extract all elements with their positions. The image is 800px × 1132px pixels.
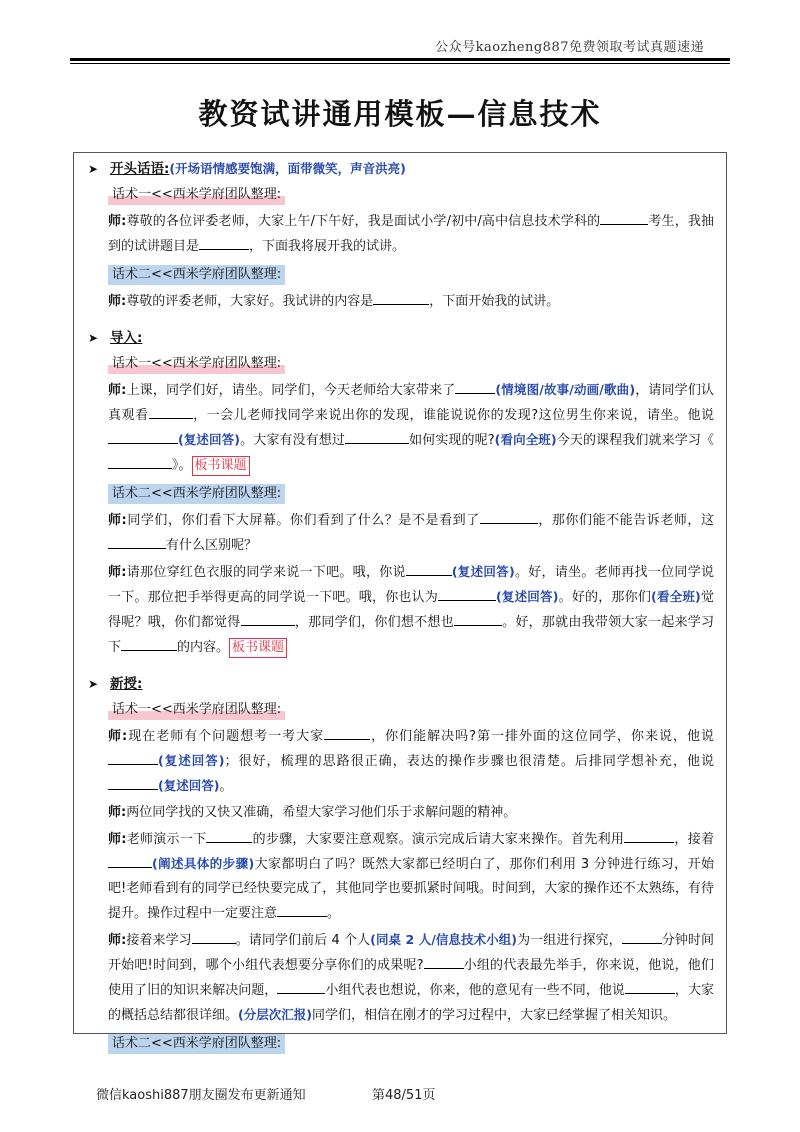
section-new-label: 新授: — [110, 676, 143, 692]
fill-blank — [438, 585, 496, 601]
fill-blank — [108, 453, 172, 469]
script-label: 话术二<<西米学府团队整理: — [108, 1034, 285, 1054]
section-intro — [88, 328, 714, 348]
teacher-paragraph: 师:老师演示一下 的步骤，大家要注意观察。演示完成后请大家来操作。首先利用 ，接着(阐述具体的步骤)大家都明白了吗？既然大家都已经明白了，那你们利用 3 分钟进行练习，开始吧!老师看到有的同学已经快要完成了，其他同学也要抓紧时间哦。时间到，大家的操作还不太熟练，有待提升。操作过程中一定要注意 。 — [108, 827, 714, 926]
fill-blank — [277, 978, 325, 994]
fill-blank — [324, 724, 370, 740]
header-rule-thin — [70, 63, 730, 64]
fill-blank — [149, 403, 193, 419]
page-number: 第48/51页 — [372, 1088, 436, 1103]
section-new — [88, 674, 714, 694]
teacher-paragraph: 师:上课，同学们好，请坐。同学们，今天老师给大家带来了 (情境图/故事/动画/歌曲)，请同学们认真观看 ，一会儿老师找同学来说出你的发现，谁能说说你的发现?这位男生你来说，请坐。他说(复述回答)。大家有没有想过 如何实现的呢?(看向全班)今天的课程我们就来学习《》。 板书课题 — [108, 378, 714, 478]
page-title: 教资试讲通用模板—信息技术 — [198, 97, 602, 131]
fill-blank — [480, 508, 538, 524]
teacher-paragraph: 师:同学们，你们看下大屏幕。你们看到了什么？是不是看到了 ，那你们能不能告诉老师，这有什么区别呢？ — [108, 508, 714, 558]
fill-blank — [600, 209, 648, 225]
speaker-label: 师: — [108, 513, 127, 528]
fill-blank — [624, 827, 674, 843]
teacher-paragraph: 师:接着来学习 。请同学们前后 4 个人(同桌 2 人/信息技术小组)为一组进行探究， 分钟时间开始吧!时间到，哪个小组代表想要分享你们的成果呢? 小组的代表最先举手，你来说，他说，他们使用了旧的知识来解决问题， 小组代表也想说，你来，他的意见有一些不同，他说 ，大家的概括总结都很详细。(分层次汇报)同学们，相信在刚才的学习过程中，大家已经掌握了相关知识。 — [108, 928, 714, 1028]
speaker-label: 师: — [108, 729, 128, 744]
section-intro-label: 导入: — [110, 330, 143, 346]
arrow-icon: ➤ — [88, 331, 99, 345]
fill-blank — [192, 928, 236, 944]
script-label: 话术一<<西米学府团队整理: — [108, 354, 285, 374]
speaker-label: 师: — [108, 214, 127, 229]
fill-blank — [455, 378, 495, 394]
header-rule-thick — [70, 58, 730, 61]
teacher-paragraph: 师:现在老师有个问题想考一考大家 ，你们能解决吗?第一排外面的这位同学，你来说，他说(复述回答)；很好，梳理的思路很正确，表达的操作步骤也很清楚。后排同学想补充，他说(复述回答)。 — [108, 724, 714, 799]
arrow-icon: ➤ — [88, 677, 99, 691]
content-frame — [73, 152, 727, 1051]
fill-blank — [108, 749, 158, 765]
teacher-paragraph: 师:请那位穿红色衣服的同学来说一下吧。哦，你说 (复述回答)。好，请坐。老师再找一位同学说一下。那位把手举得更高的同学说一下吧。哦，你也认为 (复述回答)。好的，那你们(看全班)觉得呢？哦，你们都觉得 ，那同学们，你们想不想也 。好，那就由我带领大家一起来学习下 的内容。 板书课题 — [108, 560, 714, 660]
arrow-icon: ➤ — [88, 162, 99, 176]
script-label: 话术二<<西米学府团队整理: — [108, 265, 285, 285]
fill-blank — [454, 610, 502, 626]
speaker-label: 师: — [108, 933, 127, 948]
header-note: 公众号kaozheng887免费领取考试真题速递 — [435, 40, 704, 55]
speaker-label: 师: — [108, 294, 127, 309]
fill-blank — [108, 428, 178, 444]
section-opening — [88, 159, 714, 179]
footer-note: 微信kaoshi887朋友圈发布更新通知 — [96, 1088, 306, 1103]
section-opening-label: 开头话语: — [110, 161, 170, 177]
board-topic-badge: 板书课题 — [229, 638, 287, 658]
speaker-label: 师: — [108, 565, 127, 580]
fill-blank — [277, 901, 327, 917]
fill-blank — [206, 827, 252, 843]
fill-blank — [241, 610, 295, 626]
fill-blank — [373, 289, 429, 305]
speaker-label: 师: — [108, 832, 127, 847]
fill-blank — [199, 234, 249, 250]
section-opening-note: (开场语情感要饱满，面带微笑，声音洪亮) — [169, 161, 406, 176]
speaker-label: 师: — [108, 383, 127, 398]
fill-blank — [121, 635, 177, 651]
teacher-paragraph: 师:尊敬的评委老师，大家好。我试讲的内容是 ，下面开始我的试讲。 — [108, 289, 714, 314]
board-topic-badge: 板书课题 — [192, 456, 250, 476]
fill-blank — [424, 953, 464, 969]
teacher-paragraph: 师:尊敬的各位评委老师，大家上午/下午好，我是面试小学/初中/高中信息技术学科的 考生，我抽到的试讲题目是 ，下面我将展开我的试讲。 — [108, 209, 714, 259]
script-label: 话术二<<西米学府团队整理: — [108, 484, 285, 504]
fill-blank — [345, 428, 409, 444]
fill-blank — [625, 978, 675, 994]
fill-blank — [108, 774, 158, 790]
speaker-label: 师: — [108, 805, 127, 820]
script-label: 话术一<<西米学府团队整理: — [108, 185, 285, 205]
script-label: 话术一<<西米学府团队整理: — [108, 700, 285, 720]
teacher-paragraph: 师:两位同学找的又快又准确，希望大家学习他们乐于求解问题的精神。 — [108, 805, 517, 820]
fill-blank — [622, 928, 662, 944]
fill-blank — [108, 533, 166, 549]
fill-blank — [108, 852, 152, 868]
fill-blank — [406, 560, 452, 576]
